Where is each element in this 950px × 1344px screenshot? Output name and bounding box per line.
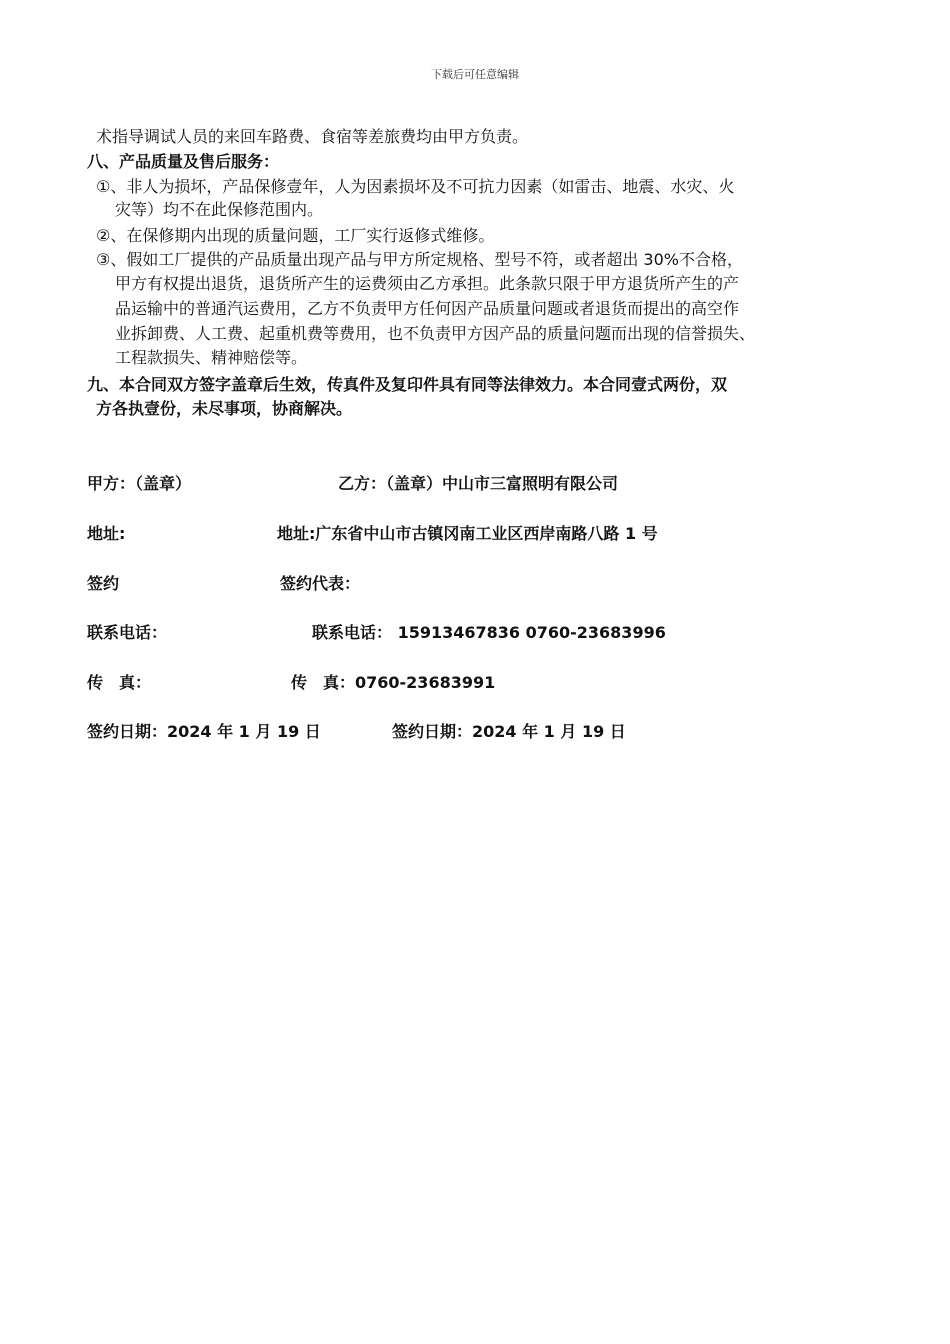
date-b: 签约日期：2024 年 1 月 19 日 — [392, 722, 626, 741]
s8-item3-line4: 业拆卸费、人工费、起重机费等费用，也不负责甲方因产品的质量问题而出现的信誉损失、 — [115, 324, 756, 343]
fax-a: 传 真： — [87, 673, 152, 692]
s8-item3-line3: 品运输中的普通汽运费用，乙方不负责甲方任何因产品质量问题或者退货而提出的高空作 — [115, 299, 740, 318]
address-a: 地址: — [87, 524, 126, 543]
section-9-line2: 方各执壹份，未尽事项，协商解决。 — [96, 399, 353, 418]
intro-tail-text: 术指导调试人员的来回车路费、食宿等差旅费均由甲方负责。 — [96, 127, 529, 146]
sign-b: 签约代表： — [280, 574, 361, 593]
s8-item1-line1: ①、非人为损坏，产品保修壹年，人为因素损坏及不可抗力因素（如雷击、地震、水灾、火 — [96, 177, 735, 196]
sign-a: 签约 — [87, 574, 120, 593]
s8-item3-line1: ③、假如工厂提供的产品质量出现产品与甲方所定规格、型号不符，或者超出 30%不合格， — [96, 250, 743, 269]
page-header: 下载后可任意编辑 — [431, 68, 519, 81]
s8-item3-line5: 工程款损失、精神赔偿等。 — [115, 348, 308, 367]
date-a: 签约日期：2024 年 1 月 19 日 — [87, 722, 321, 741]
section-8-title: 八、产品质量及售后服务： — [87, 152, 280, 171]
party-a-label: 甲方：（盖章） — [87, 474, 192, 493]
fax-b: 传 真：0760-23683991 — [291, 673, 496, 692]
s8-item3-line2: 甲方有权提出退货，退货所产生的运费须由乙方承担。此条款只限于甲方退货所产生的产 — [115, 274, 740, 293]
section-9-line1: 九、本合同双方签字盖章后生效，传真件及复印件具有同等法律效力。本合同壹式两份，双 — [87, 375, 728, 394]
party-b-label: 乙方：（盖章）中山市三富照明有限公司 — [338, 474, 619, 493]
address-b: 地址:广东省中山市古镇冈南工业区西岸南路八路 1 号 — [277, 524, 658, 543]
phone-a: 联系电话： — [87, 623, 168, 642]
phone-b: 联系电话： 15913467836 0760-23683996 — [312, 623, 666, 642]
s8-item1-line2: 灾等）均不在此保修范围内。 — [115, 200, 324, 219]
s8-item2: ②、在保修期内出现的质量问题，工厂实行返修式维修。 — [96, 226, 495, 245]
